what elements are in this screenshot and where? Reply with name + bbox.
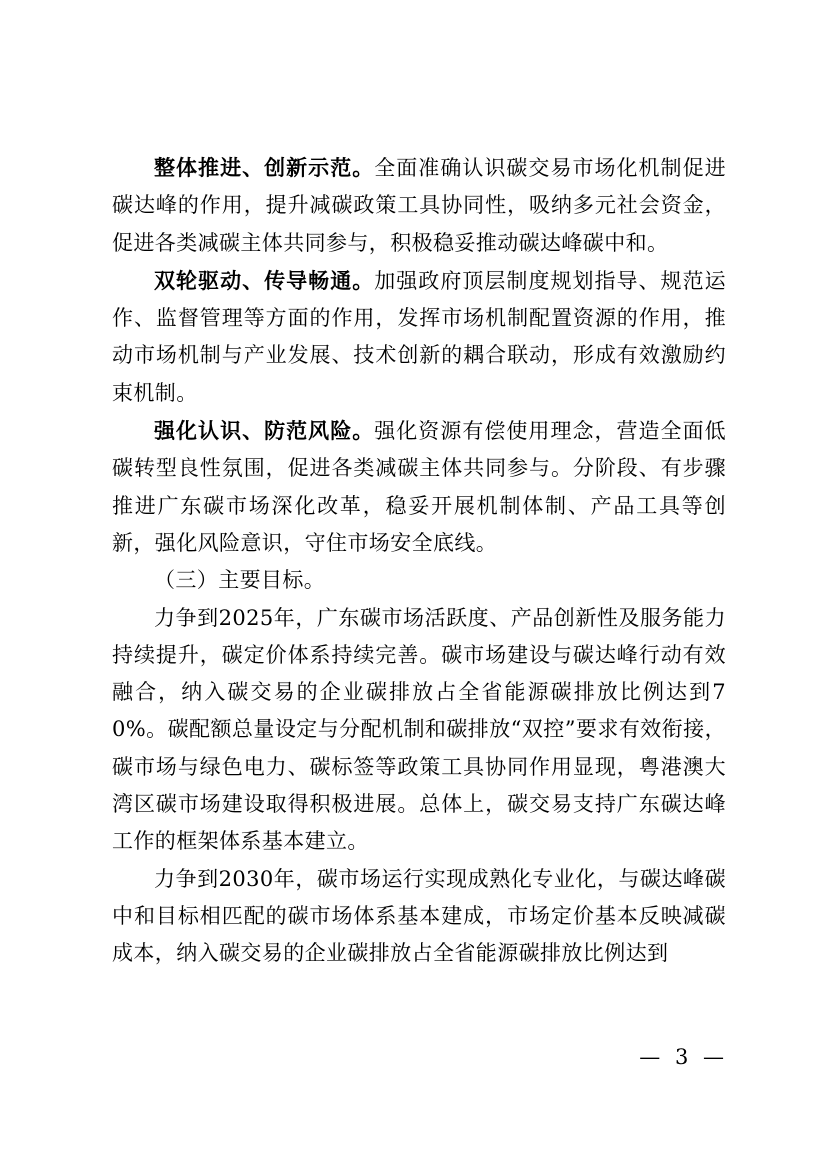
principle-paragraph-2 (112, 262, 726, 412)
principle-text-3: 强化资源有偿使用理念，营造全面低碳转型良性氛围，促进各类减碳主体共同参与。分阶段、有步骤推进广东碳市场深化改革，稳妥开展机制体制、产品工具等创新，强化风险意识，守住市场安全底线。 (112, 419, 727, 555)
principle-lead-3: 强化认识、防范风险。 (154, 418, 375, 444)
section-heading-main-goals: （三）主要目标。 (154, 568, 326, 593)
goal-paragraph-2025: 力争到2025年，广东碳市场活跃度、产品创新性及服务能力持续提升，碳定价体系持续完善。碳市场建设与碳达峰行动有效融合，纳入碳交易的企业碳排放占全省能源碳排放比例达到70%。碳配额总量设定与分配机制和碳排放“双控”要求有效衔接，碳市场与绿色电力、碳标签等政策工具协同作用显现，粤港澳大湾区碳市场建设取得积极进展。总体上，碳交易支持广东碳达峰工作的框架体系基本建立。 (112, 605, 726, 854)
principle-lead-2: 双轮驱动、传导畅通。 (154, 267, 375, 293)
document-body (112, 149, 726, 973)
goal-paragraph-2030: 力争到2030年，碳市场运行实现成熟化专业化，与碳达峰碳中和目标相匹配的碳市场体系基本建成，市场定价基本反映减碳成本，纳入碳交易的企业碳排放占全省能源碳排放比例达到 (112, 866, 726, 966)
principle-lead-1: 整体推进、创新示范。 (154, 155, 375, 180)
principle-paragraph-3 (112, 412, 726, 562)
principle-text-2: 加强政府顶层制度规划指导、规范运作、监督管理等方面的作用，发挥市场机制配置资源的作用，推动市场机制与产业发展、技术创新的耦合联动，形成有效激励约束机制。 (112, 268, 727, 405)
page-number: — 3 — (639, 1045, 728, 1069)
principle-text-1: 全面准确认识碳交易市场化机制促进碳达峰的作用，提升减碳政策工具协同性，吸纳多元社会资金，促进各类减碳主体共同参与，积极稳妥推动碳达峰碳中和。 (112, 156, 727, 255)
principle-paragraph-1 (112, 149, 726, 262)
